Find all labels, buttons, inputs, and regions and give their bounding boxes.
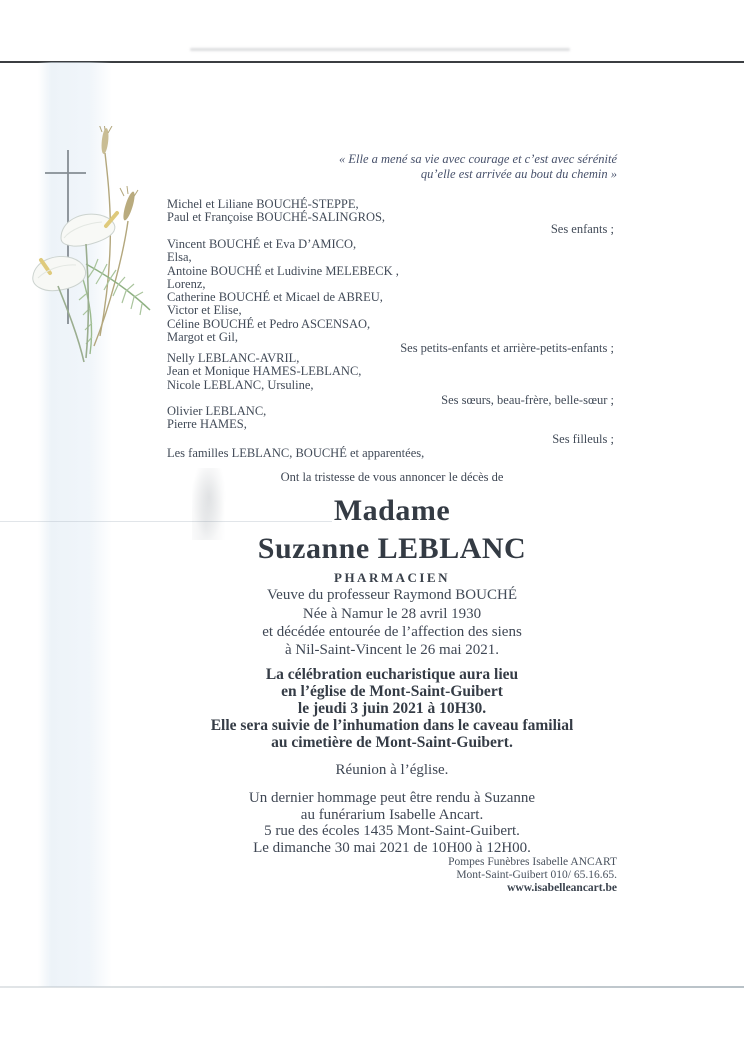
- ceremony-block: [152, 666, 632, 751]
- ceremony-line: La célébration eucharistique aura lieu: [265, 666, 519, 683]
- list-item: Nicole LEBLANC, Ursuline,: [167, 377, 314, 392]
- godchildren-list: [167, 405, 266, 432]
- list-item: Nelly LEBLANC-AVRIL,: [167, 351, 300, 365]
- list-item: Paul et Françoise BOUCHÉ-SALINGROS,: [167, 210, 386, 225]
- announcement-intro: Ont la tristesse de vous annoncer le décès de: [280, 470, 504, 484]
- list-item: Catherine BOUCHÉ et Micael de ABREU,: [167, 290, 383, 305]
- funeral-home-name: Pompes Funèbres Isabelle ANCART: [448, 856, 617, 868]
- ceremony-line: au cimetière de Mont-Saint-Guibert.: [271, 734, 513, 751]
- birth-line: Née à Namur le 28 avril 1930: [302, 606, 482, 622]
- calla-lily-lower: [33, 257, 86, 291]
- homage-line: Un dernier hommage peut être rendu à Suzanne: [248, 790, 536, 806]
- list-item: Céline BOUCHÉ et Pedro ASCENSAO,: [167, 316, 371, 331]
- scan-shadow-artifact: [190, 48, 570, 51]
- children-list: [167, 198, 385, 225]
- funeral-home-footer: [448, 856, 617, 895]
- last-homage-block: [152, 790, 632, 856]
- epitaph-quote: [339, 152, 617, 181]
- ceremony-line: le jeudi 3 juin 2021 à 10H30.: [297, 700, 487, 717]
- list-item: Elsa,: [167, 250, 192, 265]
- list-item: Jean et Monique HAMES-LEBLANC,: [167, 364, 362, 379]
- quote-line: qu’elle est arrivée au bout du chemin »: [420, 166, 617, 181]
- quote-line: « Elle a mené sa vie avec courage et c’est avec sérénité: [339, 152, 617, 166]
- ceremony-line: Elle sera suivie de l’inhumation dans le caveau familial: [210, 717, 574, 734]
- label-sisters: Ses sœurs, beau-frère, belle-sœur ;: [441, 393, 614, 407]
- death-line: et décédée entourée de l’affection des siens: [262, 624, 522, 640]
- ceremony-line: en l’église de Mont-Saint-Guibert: [281, 683, 503, 700]
- deceased-name-block: [152, 492, 632, 604]
- birth-death-block: [152, 605, 632, 659]
- families-line: Les familles LEBLANC, BOUCHÉ et apparentées,: [167, 446, 425, 460]
- deceased-title: Madame: [333, 494, 451, 527]
- list-item: Antoine BOUCHÉ et Ludivine MELEBECK ,: [167, 263, 399, 278]
- label-godchildren: Ses filleuls ;: [552, 432, 614, 446]
- death-place-line: à Nil-Saint-Vincent le 26 mai 2021.: [284, 642, 500, 658]
- deceased-profession: PHARMACIEN: [334, 570, 450, 585]
- fern-leaf: [79, 259, 150, 354]
- cross-and-lilies-illustration: [28, 126, 178, 371]
- list-item: Victor et Elise,: [167, 303, 242, 318]
- funeral-home-website: www.isabelleancart.be: [507, 882, 617, 894]
- widow-line: Veuve du professeur Raymond BOUCHÉ: [267, 587, 517, 603]
- homage-line: 5 rue des écoles 1435 Mont-Saint-Guibert.: [264, 823, 520, 839]
- label-grandchildren: Ses petits-enfants et arrière-petits-enfants ;: [400, 341, 614, 355]
- homage-line: au funérarium Isabelle Ancart.: [300, 806, 484, 823]
- siblings-list: [167, 352, 361, 392]
- reunion-line: Réunion à l’église.: [335, 762, 449, 778]
- deceased-name: Suzanne LEBLANC: [257, 532, 527, 565]
- label-children: Ses enfants ;: [550, 222, 614, 236]
- funeral-home-phone: Mont-Saint-Guibert 010/ 65.16.65.: [456, 869, 617, 881]
- grandchildren-list: [167, 238, 399, 344]
- list-item: Olivier LEBLANC,: [167, 404, 267, 418]
- homage-line: Le dimanche 30 mai 2021 de 10H00 à 12H00.: [253, 839, 531, 856]
- calla-lily-upper: [61, 213, 117, 246]
- list-item: Pierre HAMES,: [167, 417, 247, 432]
- scan-bottom-edge-line: [0, 986, 744, 988]
- list-item: Michel et Liliane BOUCHÉ-STEPPE,: [167, 197, 359, 211]
- list-item: Lorenz,: [167, 276, 206, 291]
- list-item: Vincent BOUCHÉ et Eva D’AMICO,: [167, 237, 357, 251]
- list-item: Margot et Gil,: [167, 330, 238, 345]
